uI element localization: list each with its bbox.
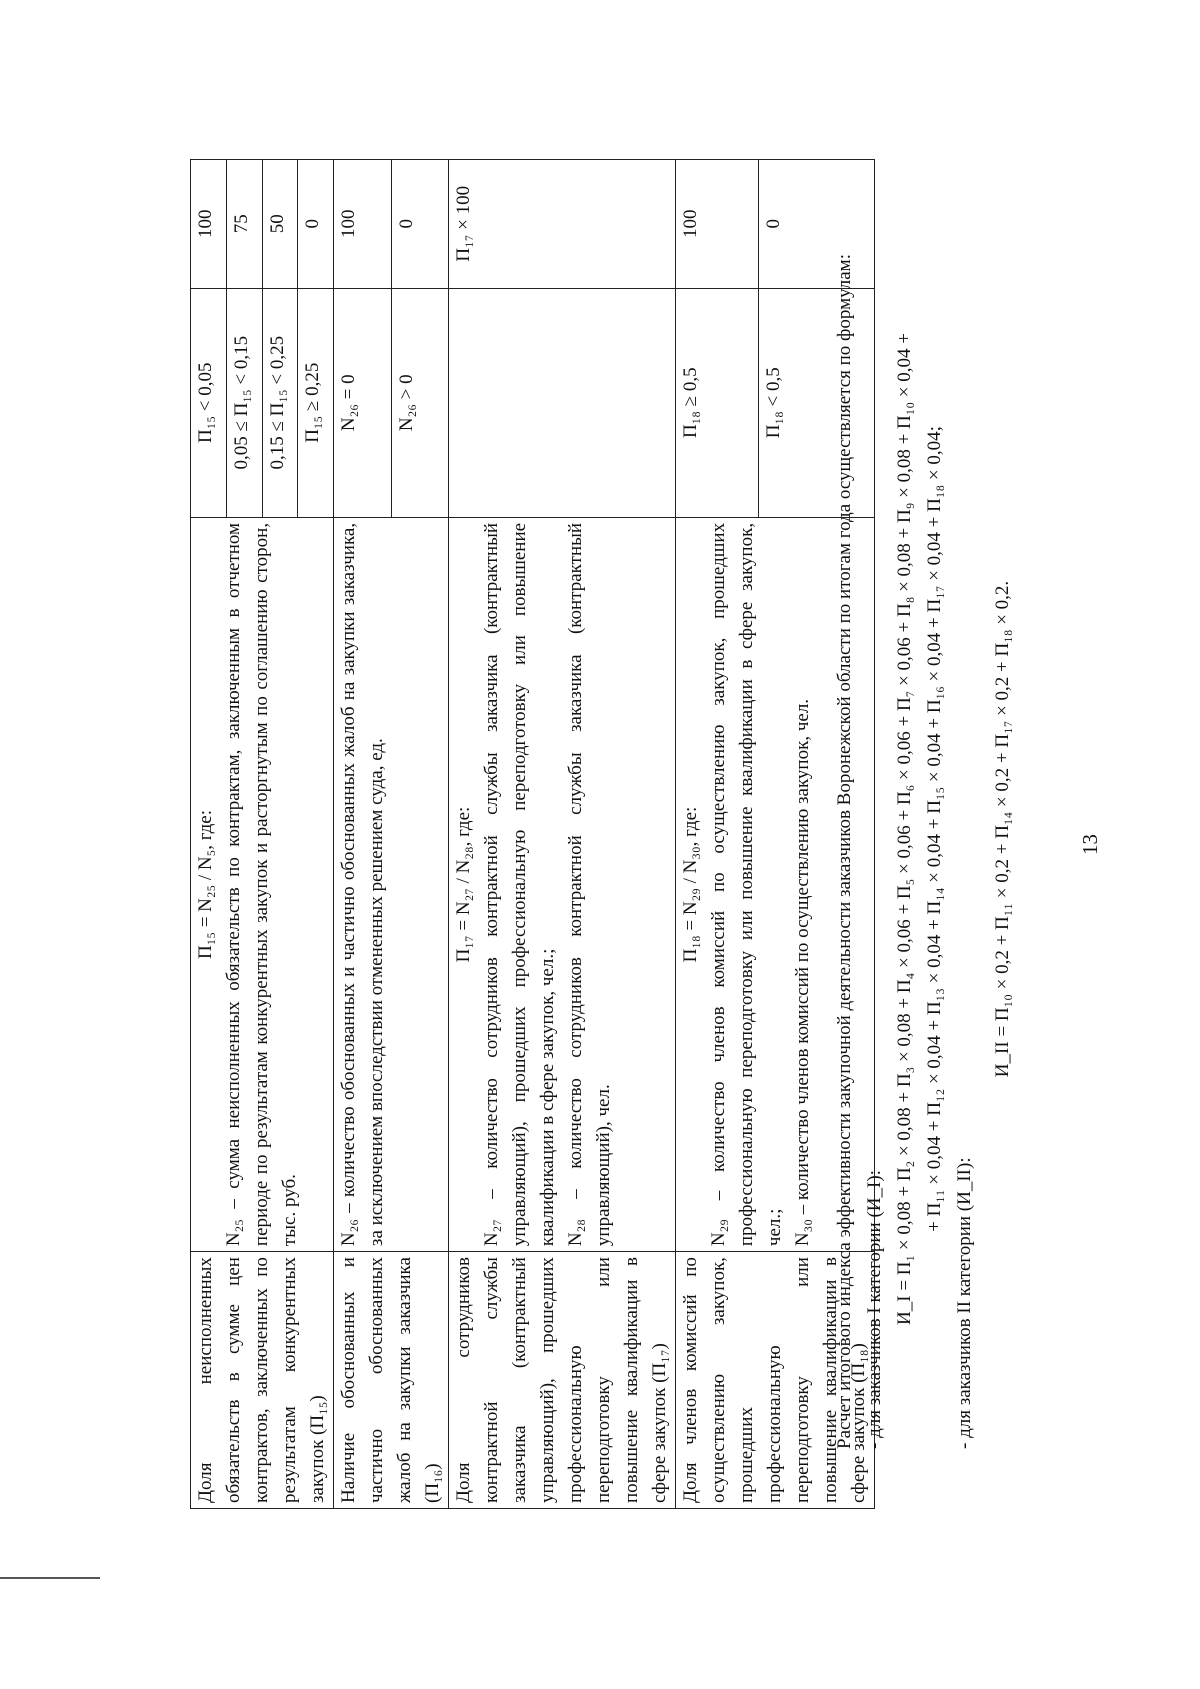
- condition-cell: [449, 288, 676, 517]
- formula-cell: [334, 517, 449, 1251]
- definition: N₂₇ – количество сотрудников контрактной службы заказчика (контрактный управляющий), прошедших профессиональную переподготовку или повышение квалификации в сфере закупок, чел.;: [481, 522, 558, 1247]
- condition-cell: П₁₅ ≥ 0,25: [298, 288, 334, 517]
- score-cell: 100: [191, 160, 227, 289]
- score-cell: 100: [334, 160, 392, 289]
- condition-cell: П₁₈ < 0,5: [759, 288, 875, 517]
- definition: N₂₉ – количество членов комиссий по осуществлению закупок, прошедших профессиональную переподготовку или повышение квалификации в сфере закупок, чел.;: [708, 522, 785, 1247]
- category-1-formula-line-1: И_I = П₁ × 0,08 + П₂ × 0,08 + П₃ × 0,08 + П₄ × 0,06 + П₅ × 0,06 + П₆ × 0,06 + П₇ × 0,06 + П₈ × 0,08 + П₉ × 0,08 + П₁₀ × 0,04 +: [894, 333, 915, 1325]
- indicator-cell: Доля членов комиссий по осуществлению закупок, прошедших профессиональную переподготовку или повышение квалификации в сфере закупок (П₁₈): [676, 1252, 875, 1509]
- table-row: [449, 160, 676, 1509]
- definition: N₂₅ – сумма неисполненных обязательств по контрактам, заключенным в отчетном периоде по результатам конкурентных закупок и расторгнутым по соглашению сторон, тыс. руб.: [223, 522, 300, 1247]
- score-cell: 0: [391, 160, 449, 289]
- indicator-table: [190, 159, 875, 1509]
- category-1-label: - для заказчиков I категории (И_I):: [864, 1170, 885, 1449]
- formulas-section: [830, 149, 1018, 1509]
- condition-cell: N₂₆ = 0: [334, 288, 392, 517]
- formula: П₁₅ = N₂₅ / N₅, где:: [195, 809, 216, 959]
- scan-edge-mark: [0, 1577, 100, 1579]
- formula: П₁₈ = N₂₉ / N₃₀, где:: [680, 806, 701, 963]
- indicator-cell: Доля сотрудников контрактной службы заказчика (контрактный управляющий), прошедших профессиональную переподготовку или повышение квалификации в сфере закупок (П₁₇): [449, 1252, 676, 1509]
- category-2-label: - для заказчиков II категории (И_II):: [954, 1157, 975, 1449]
- score-cell: 0: [298, 160, 334, 289]
- score-cell: 100: [676, 160, 759, 289]
- page-number: 13: [1078, 834, 1102, 855]
- condition-cell: П₁₈ ≥ 0,5: [676, 288, 759, 517]
- formula: П₁₇ = N₂₇ / N₂₈, где:: [453, 806, 474, 963]
- definition: N₂₆ – количество обоснованных и частично обоснованных жалоб на закупки заказчика, за исключением впоследствии отмененных решением суда, ед.: [338, 522, 387, 1247]
- score-cell: 0: [759, 160, 875, 289]
- category-1-formula-line-2: + П₁₁ × 0,04 + П₁₂ × 0,04 + П₁₃ × 0,04 + П₁₄ × 0,04 + П₁₅ × 0,04 + П₁₆ × 0,04 + П₁₇ × 0,04 + П₁₈ × 0,04;: [924, 426, 945, 1232]
- condition-cell: N₂₆ > 0: [391, 288, 449, 517]
- score-cell: 50: [262, 160, 298, 289]
- condition-cell: 0,05 ≤ П₁₅ < 0,15: [226, 288, 262, 517]
- score-cell: 75: [226, 160, 262, 289]
- category-2-formula: И_II = П₁₀ × 0,2 + П₁₁ × 0,2 + П₁₄ × 0,2 + П₁₇ × 0,2 + П₁₈ × 0,2.: [992, 580, 1013, 1078]
- table-row: [191, 160, 227, 1509]
- condition-cell: П₁₅ < 0,05: [191, 288, 227, 517]
- intro-paragraph: Расчет итогового индекса эффективности закупочной деятельности заказчиков Воронежской области по итогам года осуществляется по формулам:: [834, 254, 855, 1449]
- condition-cell: 0,15 ≤ П₁₅ < 0,25: [262, 288, 298, 517]
- indicator-cell: Наличие обоснованных и частично обоснованных жалоб на закупки заказчика (П₁₆): [334, 1252, 449, 1509]
- table-row: [676, 160, 759, 1509]
- score-cell: П₁₇ × 100: [449, 160, 676, 289]
- formula-cell: [191, 517, 334, 1251]
- definition: N₃₀ – количество членов комиссий по осуществлению закупок, чел.: [792, 698, 813, 1247]
- table-row: [334, 160, 392, 1509]
- definition: N₂₈ – количество сотрудников контрактной службы заказчика (контрактный управляющий), чел.: [565, 522, 614, 1247]
- formula-cell: [449, 517, 676, 1251]
- indicator-cell: Доля неисполненных обязательств в сумме цен контрактов, заключенных по результатам конкурентных закупок (П₁₅): [191, 1252, 334, 1509]
